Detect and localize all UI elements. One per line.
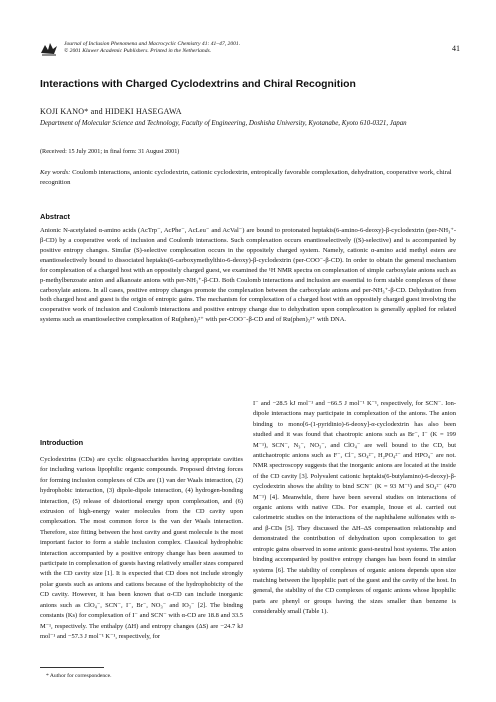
publisher-logo-icon — [40, 42, 58, 56]
keywords-text: Coulomb interactions, anionic cyclodextrin, cationic cyclodextrin, entropically favorable complexation, dehydration, cooperative work, chiral recognition — [40, 169, 452, 186]
journal-line-1: Journal of Inclusion Phenomena and Macrocyclic Chemistry 41: 41–47, 2001. — [64, 41, 241, 47]
journal-citation — [64, 41, 240, 55]
article-title: Interactions with Charged Cyclodextrins and Chiral Recognition — [40, 79, 356, 90]
footnote: * Author for correspondence. — [46, 673, 112, 679]
introduction-right-column: I⁻ and −28.5 kJ mol⁻¹ and −66.5 J mol⁻¹ K⁻¹, respectively, for SCN⁻. Ion-dipole interactions may participate in complexation of the anions. The anion binding to mono[6-(1-pyridinio)-6-deoxy]-α-cyclodextrin has also been studied and it was found that chaotropic anions such as Br⁻, I⁻ (K = 199 M⁻¹), SCN⁻, N₃⁻, NO₃⁻, and ClO₄⁻ are well bound to the CD, but antichaotropic anions such as F⁻, Cl⁻, SO₄²⁻, H₂PO₄²⁻ and HPO₄⁻ are not. NMR spectroscopy suggests that the inorganic anions are located at the inside of the CD cavity [3]. Polyvalent cationic heptakis(6-butylamino)-6-deoxy)-β-cyclodextrin shows the ability to bind SCN⁻ (K = 93 M⁻¹) and SO₄²⁻ (470 M⁻¹) [4]. Meanwhile, there have been several studies on interactions of organic anions with native CDs. For example, Inoue et al. carried out calorimetric studies on the interactions of the naphthalene sulfonates with α- and β-CDs [5]. They discussed the ΔH–ΔS compensation relationship and demonstrated the contribution of dehydration upon complexation to get entropic gains observed in some anionic guest-neutral host systems. The anion binding accompanied by positive entropy changes has been found in similar systems [6]. The stability of complexes of organic anions depends upon size matching between the lipophilic part of the guest and the cavity of the host. In general, the stability of the CD complexes of organic anions whose lipophilic parts are phenyl or groups having the sizes smaller than benzene is considerably small (Table 1). — [253, 400, 456, 616]
abstract-body: Anionic N-acetylated α-amino acids (AcTrp⁻, AcPhe⁻, AcLeu⁻ and AcVal⁻) are bound to protonated heptakis(6-amino-6-deoxy)-β-cyclodextrin (per-NH₃⁺-β-CD) by a cooperative work of inclusion and Coulomb interactions. Such complexation occurs enantioselectively ((S)-selective) and is accompanied by positive entropy changes. Similar (S)-selective complexation occurs in the oppositely charged system. Namely, cationic α-amino acid methyl esters are enantioselectively bound to dissociated heptakis(6-carboxymethylthio-6-deoxy)-β-cyclodextrin (per-COO⁻-β-CD). In order to obtain the general mechanism for complexation of a charged host with an oppositely charged guest, we examined the ¹H NMR spectra on complexation of simple carboxylate anions such as p-methylbenzoate anion and alkanoate anions with per-NH₃⁺-β-CD. Both Coulomb interactions and inclusion are essential to form stable complexes of these carboxylate anions. In all cases, positive entropy changes promote the complexation between the carboxylate anions and per-NH₃⁺-β-CD. Dehydration from both charged host and guest is the origin of entropic gains. The mechanism for complexation of a charged host with an oppositely charged guest involving the cooperative work of inclusion and Coulomb interactions and positive entropy change due to dehydration upon complexation is generally applied for related systems such as enantioselective complexation of Ru(phen)₃²⁺ with per-COO⁻-β-CD and of Ru(phen)₃²⁺ with DNA. — [40, 227, 456, 324]
abstract-heading: Abstract — [40, 212, 70, 221]
journal-header — [40, 41, 460, 61]
author-affiliation: Department of Molecular Science and Technology, Faculty of Engineering, Doshisha University, Kyotanabe, Kyoto 610-0321, Japan — [40, 120, 407, 127]
page-number: 41 — [452, 44, 460, 53]
author-names: KOJI KANO* and HIDEKI HASEGAWA — [40, 107, 182, 116]
keywords — [40, 168, 456, 188]
introduction-left-column: Cyclodextrins (CDs) are cyclic oligosaccharides having appropriate cavities for including various lipophilic organic compounds. Proposed driving forces for forming inclusion complexes of CDs are (1) van der Waals interaction, (2) hydrophobic interaction, (3) dipole-dipole interaction, (4) hydrogen-bonding interaction, (5) release of distortional energy upon complexation, and (6) extrusion of high-energy water molecules from the CD cavity upon complexation. The most common force is the van der Waals interaction. Therefore, size fitting between the host cavity and guest molecule is the most important factor to form a stable inclusion complex. Classical hydrophobic interaction accompanied by a positive entropy change has been assumed to participate in complexation of guests having relatively smaller sizes compared with the CD cavity size [1]. It is expected that CD does not include strongly polar guests such as anions and cations because of the hydrophobicity of the CD cavity. However, it has been known that α-CD can include inorganic anions such as ClO₄⁻, SCN⁻, I⁻, Br⁻, NO₃⁻ and IO₃⁻ [2]. The binding constants (Ks) for complexation of I⁻ and SCN⁻ with α-CD are 18.8 and 33.5 M⁻¹, respectively. The enthalpy (ΔH) and entropy changes (ΔS) are −24.7 kJ mol⁻¹ and −57.3 J mol⁻¹ K⁻¹, respectively, for — [40, 456, 243, 640]
footnote-divider — [40, 667, 104, 668]
introduction-heading: Introduction — [40, 438, 84, 447]
keywords-label: Key words: — [40, 169, 71, 176]
journal-line-2: © 2001 Kluwer Academic Publishers. Printed in the Netherlands. — [64, 48, 212, 55]
received-dates: (Received: 15 July 2001; in final form: 31 August 2001) — [40, 148, 180, 155]
